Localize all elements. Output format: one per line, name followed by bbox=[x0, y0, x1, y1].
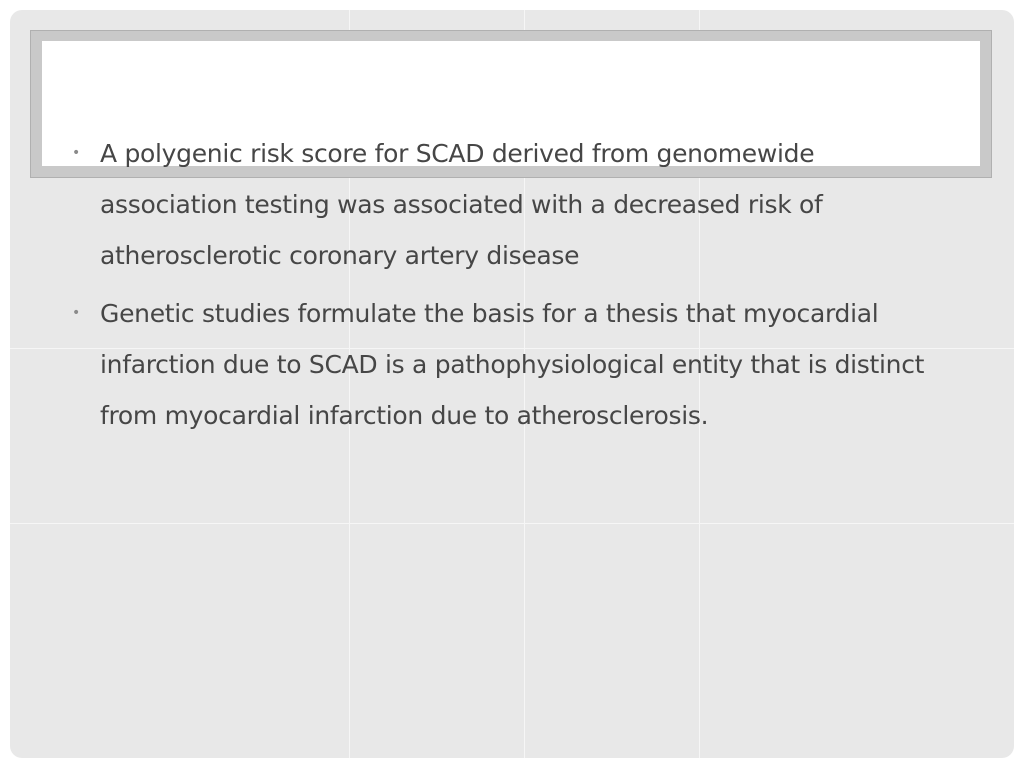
grid-line bbox=[10, 523, 1014, 524]
bullet-icon: • bbox=[72, 305, 80, 321]
bullet-text: A polygenic risk score for SCAD derived from genomewide association testing was associated with a decreased risk of atherosclerotic coronary artery disease bbox=[100, 139, 823, 270]
bullet-text: Genetic studies formulate the basis for a thesis that myocardial infarction due to SCAD is a pathophysiological entity that is distinct from myocardial infarction due to atherosclerosis. bbox=[100, 299, 925, 430]
slide bbox=[10, 10, 1014, 758]
bullet-list bbox=[72, 128, 942, 448]
bullet-item bbox=[72, 288, 942, 441]
bullet-item bbox=[72, 128, 942, 281]
bullet-icon: • bbox=[72, 145, 80, 161]
